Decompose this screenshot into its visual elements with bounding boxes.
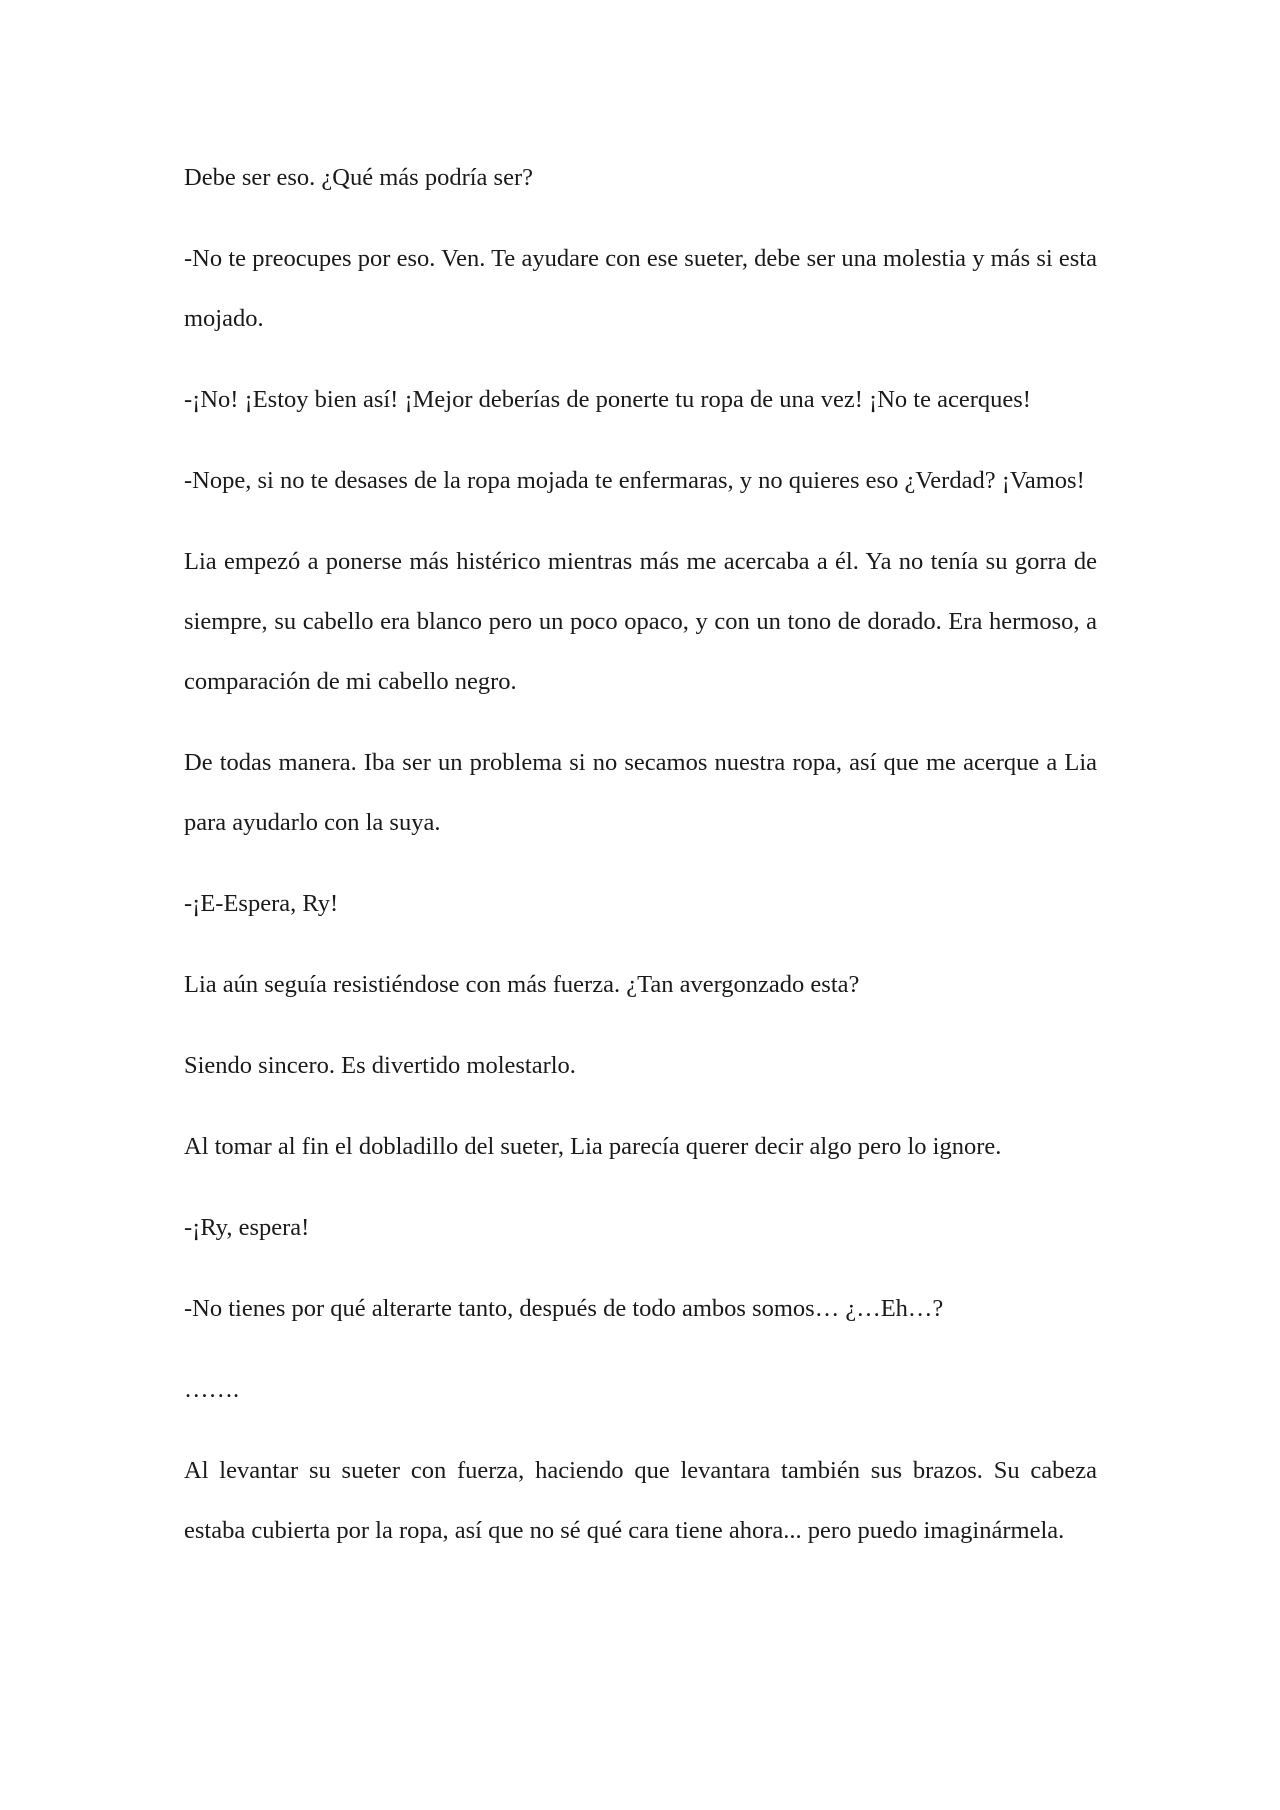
- document-body: [184, 148, 1097, 1582]
- paragraph: Siendo sincero. Es divertido molestarlo.: [184, 1052, 576, 1079]
- paragraph: -¡Ry, espera!: [184, 1214, 310, 1241]
- paragraph: Al levantar su sueter con fuerza, haciendo que levantara también sus brazos. Su cabeza estaba cubierta por la ropa, así que no sé qué cara tiene ahora... pero puedo imaginármela.: [184, 1457, 1097, 1544]
- paragraph: Lia empezó a ponerse más histérico mientras más me acercaba a él. Ya no tenía su gorra de siempre, su cabello era blanco pero un poco opaco, y con un tono de dorado. Era hermoso, a comparación de mi cabello negro.: [184, 548, 1097, 695]
- paragraph: De todas manera. Iba ser un problema si no secamos nuestra ropa, así que me acerque a Lia para ayudarlo con la suya.: [184, 749, 1097, 836]
- paragraph: -¡E-Espera, Ry!: [184, 890, 339, 917]
- paragraph: Al tomar al fin el dobladillo del sueter, Lia parecía querer decir algo pero lo ignore.: [184, 1133, 1002, 1160]
- paragraph: Debe ser eso. ¿Qué más podría ser?: [184, 164, 533, 191]
- paragraph: -Nope, si no te desases de la ropa mojada te enfermaras, y no quieres eso ¿Verdad? ¡Vamos!: [184, 467, 1085, 494]
- paragraph: Lia aún seguía resistiéndose con más fuerza. ¿Tan avergonzado esta?: [184, 971, 860, 998]
- paragraph: …….: [184, 1376, 240, 1403]
- paragraph: -No te preocupes por eso. Ven. Te ayudare con ese sueter, debe ser una molestia y más si esta mojado.: [184, 245, 1097, 332]
- paragraph: -¡No! ¡Estoy bien así! ¡Mejor deberías de ponerte tu ropa de una vez! ¡No te acerques!: [184, 386, 1031, 413]
- paragraph: -No tienes por qué alterarte tanto, después de todo ambos somos… ¿…Eh…?: [184, 1295, 944, 1322]
